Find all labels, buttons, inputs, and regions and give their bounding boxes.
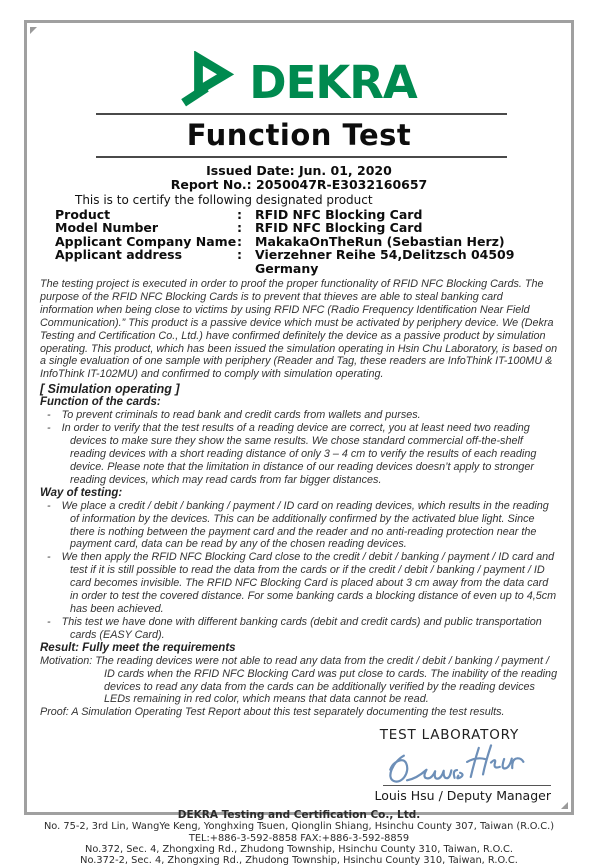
signature-image	[379, 741, 546, 790]
dekra-logo-text: DEKRA	[249, 55, 417, 109]
field-label: Product	[55, 207, 111, 222]
field-row-product	[55, 208, 571, 221]
title-divider-bottom	[96, 156, 507, 158]
field-value: RFID NFC Blocking Card	[255, 207, 423, 222]
field-value: RFID NFC Blocking Card	[255, 220, 423, 236]
field-row-applicant-company	[55, 235, 571, 248]
signer-name-title: Louis Hsu / Deputy Manager	[374, 788, 551, 804]
way-of-testing-heading: Way of testing:	[40, 486, 123, 499]
field-colon: :	[237, 233, 242, 249]
field-row-applicant-address	[55, 248, 571, 275]
document-title: Function Test	[186, 118, 412, 152]
motivation-paragraph: Motivation: The reading devices were not able to read any data from the credit / debit / banking / payment / ID cards when the RFID NFC Blocking Card was put close to cards. The inability of the reading devices to read any data from the cards can be additionally verified by the reading devices LEDs remaining in red color, which means that data cannot be read.	[40, 654, 558, 706]
field-colon: :	[237, 247, 242, 263]
test-laboratory-label: TEST LABORATORY	[379, 727, 519, 744]
signature-block	[27, 745, 551, 803]
footer-company: DEKRA Testing and Certification Co., Ltd.	[177, 809, 421, 822]
product-fields	[55, 208, 571, 275]
field-label: Model Number	[55, 220, 159, 236]
field-value: MakakaOnTheRun (Sebastian Herz)	[255, 233, 505, 249]
field-colon: :	[237, 207, 242, 222]
corner-mark-icon	[30, 27, 37, 34]
footer-address-line: TEL:+886-3-592-8858 FAX:+886-3-592-8859	[188, 832, 410, 844]
footer	[27, 809, 571, 866]
dekra-arrow-icon	[181, 51, 237, 113]
field-label: Applicant address	[55, 247, 183, 263]
corner-mark-icon	[561, 802, 568, 809]
function-of-cards-heading: Function of the cards:	[40, 396, 161, 409]
dekra-logo	[27, 53, 571, 111]
field-colon: :	[237, 220, 242, 236]
result-line: Result: Fully meet the requirements	[40, 641, 236, 654]
field-label: Applicant Company Name	[55, 233, 237, 249]
report-number: Report No.: 2050047R-E3032160657	[170, 176, 428, 192]
intro-paragraph: The testing project is executed in order to proof the proper functionality of RFID NFC Blocking Cards. The purpose of the RFID NFC Blocking Cards is to prevent that thieves are able to steal banking card information when being close to victims by using RFID NFC (Radio Frequency Identification Near Field Communication).” This product is a passive device which must be activated by periphery device. We (Dekra Testing and Certification Co., Ltd.) have confirmed definitely the device as a passive product by simulation operating. This product, which has been issued the simulation operating in Hsin Chu Laboratory, is based on a single evaluation of one sample with periphery (Reader and Tag, these readers are InfoThink IT-100MU & InfoThink IT-102MU) and confirmed to comply with simulation operating.	[40, 278, 558, 381]
certificate-border	[24, 20, 574, 866]
footer-address-line: No.372, Sec. 4, Zhongxing Rd., Zhudong Township, Hsinchu County 310, Taiwan, R.O.C.	[85, 843, 513, 855]
footer-address-line: No. 75-2, 3rd Lin, WangYe Keng, Yonghxing Tsuen, Qionglin Shiang, Hsinchu County 307, Taiwan (R.O.C.)	[43, 821, 555, 833]
bullet-item: - This test we have done with different banking cards (debit and credit cards) and public transportation cards (EASY Card).	[40, 616, 558, 642]
bullet-item: - We place a credit / debit / banking / payment / ID card on reading devices, which results in the reading of information by the devices. This can be additionally confirmed by the activated blue light. Since there is nothing between the payment card and the reader and no anti-reading protection near the payment card, data can be read by any of the chosen reading devices.	[40, 500, 558, 552]
bullet-item: - We then apply the RFID NFC Blocking Card close to the credit / debit / banking / payment / ID card and test if it is still possible to read the data from the cards or if the credit / debit / banking / payment / ID card becomes invisible. The RFID NFC Blocking Card is placed about 3 cm away from the data card in order to test the covered distance. For some banking cards a blocking distance of even up to 4,5cm has been achieved.	[40, 551, 558, 616]
bullet-item: - To prevent criminals to read bank and credit cards from wallets and purses.	[40, 409, 558, 422]
issued-date: Issued Date: Jun. 01, 2020	[206, 163, 392, 178]
field-row-model-number	[55, 221, 571, 234]
certify-statement: This is to certify the following designated product	[75, 193, 373, 207]
title-divider-top	[96, 113, 507, 115]
field-value: Vierzehner Reihe 54,Delitzsch 04509 Germany	[255, 247, 515, 276]
proof-line: Proof: A Simulation Operating Test Report about this test separately documenting the test results.	[40, 706, 505, 719]
simulation-heading: [ Simulation operating ]	[40, 382, 180, 397]
footer-address-line: No.372-2, Sec. 4, Zhongxing Rd., Zhudong Township, Hsinchu County 310, Taiwan, R.O.C.	[80, 855, 518, 866]
bullet-item: - In order to verify that the test results of a reading device are correct, you at least need two reading devices to make sure they show the same results. We chose standard commercial off-the-shelf reading devices with a short reading distance of only 3 – 4 cm to verify the results of each reading device. Please note that the limitation in distance of our reading devices doesn’t apply to stronger reading devices, which may read cards from far bigger distances.	[40, 422, 558, 487]
